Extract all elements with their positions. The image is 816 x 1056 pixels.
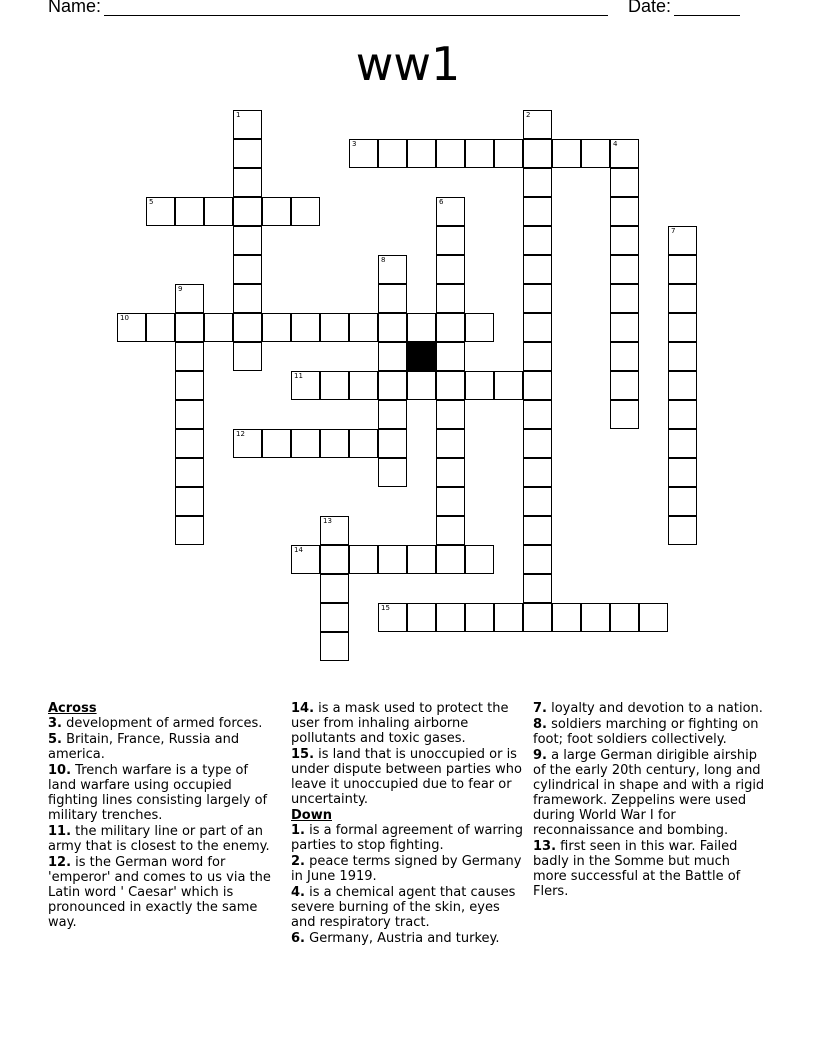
crossword-cell[interactable] — [581, 139, 610, 168]
clue-number: 13 — [323, 517, 332, 525]
crossword-cell[interactable] — [465, 313, 494, 342]
crossword-cell[interactable] — [378, 371, 407, 400]
crossword-cell[interactable] — [378, 458, 407, 487]
crossword-cell[interactable] — [523, 574, 552, 603]
crossword-cell[interactable] — [175, 400, 204, 429]
crossword-cell[interactable] — [320, 429, 349, 458]
crossword-cell[interactable] — [668, 226, 697, 255]
crossword-cell[interactable] — [523, 545, 552, 574]
clue-item — [291, 854, 523, 884]
crossword-cell[interactable] — [465, 371, 494, 400]
crossword-cell[interactable] — [436, 487, 465, 516]
date-label: Date: — [628, 0, 672, 16]
crossword-cell[interactable] — [610, 371, 639, 400]
crossword-cell[interactable] — [175, 371, 204, 400]
clue-number: 2 — [526, 111, 531, 119]
crossword-cell[interactable] — [465, 139, 494, 168]
clue-text: the military line or part of an army that is closest to the enemy. — [48, 824, 270, 854]
crossword-cell[interactable] — [291, 429, 320, 458]
crossword-cell[interactable] — [610, 313, 639, 342]
clue-number: 9 — [178, 285, 183, 293]
crossword-cell[interactable] — [378, 284, 407, 313]
crossword-cell[interactable] — [639, 603, 668, 632]
crossword-cell[interactable] — [523, 313, 552, 342]
clue-number: 6 — [439, 198, 444, 206]
clue-text: development of armed forces. — [61, 716, 263, 731]
clue-item — [533, 701, 765, 716]
clue-number: 11 — [294, 372, 303, 380]
crossword-cell[interactable] — [204, 313, 233, 342]
clue-text: loyalty and devotion to a nation. — [546, 701, 763, 716]
crossword-cell[interactable] — [610, 284, 639, 313]
crossword-cell[interactable] — [378, 139, 407, 168]
crossword-cell[interactable] — [320, 313, 349, 342]
crossword-cell[interactable] — [436, 139, 465, 168]
crossword-cell[interactable] — [523, 226, 552, 255]
clue-number-label: 12. — [48, 855, 72, 870]
clue-number: 3 — [352, 140, 357, 148]
clue-item — [533, 839, 765, 899]
crossword-cell[interactable] — [668, 429, 697, 458]
crossword-cell[interactable] — [610, 139, 639, 168]
crossword-cell[interactable] — [581, 603, 610, 632]
clue-text: is a chemical agent that causes severe burning of the skin, eyes and respiratory tract. — [291, 885, 516, 930]
crossword-cell[interactable] — [233, 313, 262, 342]
crossword-cell[interactable] — [378, 545, 407, 574]
crossword-cell[interactable] — [320, 603, 349, 632]
crossword-cell[interactable] — [320, 516, 349, 545]
crossword-cell[interactable] — [349, 313, 378, 342]
crossword-cell[interactable] — [668, 516, 697, 545]
crossword-cell[interactable] — [523, 487, 552, 516]
crossword-cell[interactable] — [407, 371, 436, 400]
clue-number: 12 — [236, 430, 245, 438]
crossword-cell[interactable] — [378, 603, 407, 632]
clue-number-label: 11. — [48, 824, 72, 839]
crossword-cell[interactable] — [610, 342, 639, 371]
clue-text: a large German dirigible airship of the early 20th century, long and cylindrical in shape and with a rigid framework. Zeppelins were used during World War I for reconnaissance and bombing. — [533, 748, 765, 838]
crossword-cell[interactable] — [436, 226, 465, 255]
crossword-cell[interactable] — [668, 284, 697, 313]
crossword-cell[interactable] — [320, 574, 349, 603]
crossword-cell[interactable] — [523, 400, 552, 429]
clues-column-2 — [291, 701, 523, 947]
clue-number: 1 — [236, 111, 241, 119]
crossword-cell[interactable] — [436, 371, 465, 400]
clue-item — [533, 717, 765, 747]
crossword-cell[interactable] — [436, 255, 465, 284]
across-clue-list — [48, 716, 280, 930]
crossword-cell[interactable] — [407, 545, 436, 574]
clue-item — [48, 824, 280, 854]
clue-text: first seen in this war. Failed badly in the Somme but much more successful at the Battle of Flers. — [533, 839, 741, 899]
crossword-cell[interactable] — [233, 429, 262, 458]
crossword-cell[interactable] — [407, 139, 436, 168]
crossword-cell[interactable] — [407, 313, 436, 342]
clue-item — [291, 747, 523, 807]
clue-number-label: 13. — [533, 839, 557, 854]
crossword-cell[interactable] — [465, 603, 494, 632]
clue-number-label: 6. — [291, 931, 305, 946]
clue-text: is land that is unoccupied or is under dispute between parties who leave it unoccupied due to fear or uncertainty. — [291, 747, 522, 807]
crossword-cell[interactable] — [291, 313, 320, 342]
crossword-cell[interactable] — [610, 603, 639, 632]
clue-text: Germany, Austria and turkey. — [304, 931, 500, 946]
crossword-cell[interactable] — [407, 603, 436, 632]
crossword-cell[interactable] — [233, 226, 262, 255]
crossword-cell[interactable] — [378, 400, 407, 429]
clue-text: is the German word for 'emperor' and comes to us via the Latin word ' Caesar' which is pronounced in exactly the same way. — [48, 855, 271, 930]
clue-number-label: 5. — [48, 732, 62, 747]
crossword-cell[interactable] — [233, 342, 262, 371]
crossword-cell[interactable] — [523, 284, 552, 313]
crossword-cell[interactable] — [523, 168, 552, 197]
crossword-cell[interactable] — [436, 284, 465, 313]
crossword-cell[interactable] — [175, 458, 204, 487]
clue-number: 8 — [381, 256, 386, 264]
crossword-cell[interactable] — [233, 255, 262, 284]
crossword-cell[interactable] — [668, 255, 697, 284]
clue-item — [48, 716, 280, 731]
crossword-cell[interactable] — [523, 603, 552, 632]
down-heading: Down — [291, 808, 332, 823]
crossword-cell[interactable] — [523, 516, 552, 545]
crossword-cell[interactable] — [610, 197, 639, 226]
crossword-cell[interactable] — [349, 139, 378, 168]
clue-text: is a mask used to protect the user from inhaling airborne pollutants and toxic gases. — [291, 701, 509, 746]
clue-item — [291, 931, 523, 946]
puzzle-title: ww1 — [355, 37, 461, 91]
crossword-cell[interactable] — [378, 429, 407, 458]
crossword-cell[interactable] — [436, 400, 465, 429]
clue-item — [291, 701, 523, 746]
crossword-cell[interactable] — [291, 545, 320, 574]
crossword-cell[interactable] — [378, 342, 407, 371]
clues-column-3 — [533, 701, 765, 900]
crossword-cell[interactable] — [552, 139, 581, 168]
crossword-cell[interactable] — [175, 342, 204, 371]
crossword-cell[interactable] — [610, 255, 639, 284]
clue-number: 7 — [671, 227, 676, 235]
crossword-cell[interactable] — [291, 371, 320, 400]
crossword-cell[interactable] — [233, 139, 262, 168]
crossword-cell[interactable] — [349, 429, 378, 458]
crossword-cell[interactable] — [523, 197, 552, 226]
crossword-cell[interactable] — [320, 371, 349, 400]
crossword-cell[interactable] — [436, 545, 465, 574]
crossword-cell[interactable] — [233, 197, 262, 226]
crossword-cell[interactable] — [262, 313, 291, 342]
crossword-cell[interactable] — [668, 371, 697, 400]
crossword-cell[interactable] — [610, 226, 639, 255]
clue-text: peace terms signed by Germany in June 1919. — [291, 854, 522, 884]
clue-item — [48, 763, 280, 823]
clue-number: 5 — [149, 198, 154, 206]
clue-number: 4 — [613, 140, 618, 148]
crossword-cell[interactable] — [262, 429, 291, 458]
crossword-cell[interactable] — [117, 313, 146, 342]
crossword-cell[interactable] — [204, 197, 233, 226]
black-cell — [407, 342, 436, 371]
crossword-cell[interactable] — [465, 545, 494, 574]
crossword-cell[interactable] — [436, 342, 465, 371]
clue-number-label: 9. — [533, 748, 547, 763]
clue-item — [533, 748, 765, 838]
crossword-cell[interactable] — [233, 110, 262, 139]
clue-number-label: 7. — [533, 701, 547, 716]
crossword-cell[interactable] — [146, 313, 175, 342]
crossword-cell[interactable] — [320, 632, 349, 661]
crossword-cell[interactable] — [436, 516, 465, 545]
clue-number-label: 8. — [533, 717, 547, 732]
crossword-cell[interactable] — [523, 342, 552, 371]
clue-number-label: 1. — [291, 823, 305, 838]
clue-number: 14 — [294, 546, 303, 554]
crossword-cell[interactable] — [175, 284, 204, 313]
crossword-cell[interactable] — [668, 458, 697, 487]
crossword-cell[interactable] — [523, 458, 552, 487]
clue-text: soldiers marching or fighting on foot; foot soldiers collectively. — [533, 717, 759, 747]
crossword-cell[interactable] — [175, 429, 204, 458]
crossword-cell[interactable] — [146, 197, 175, 226]
crossword-cell[interactable] — [436, 197, 465, 226]
clue-number-label: 15. — [291, 747, 315, 762]
crossword-cell[interactable] — [494, 603, 523, 632]
clue-number-label: 14. — [291, 701, 315, 716]
crossword-cell[interactable] — [523, 139, 552, 168]
crossword-cell[interactable] — [175, 197, 204, 226]
clue-item — [48, 732, 280, 762]
crossword-cell[interactable] — [668, 342, 697, 371]
clue-text: is a formal agreement of warring parties to stop fighting. — [291, 823, 523, 853]
across-heading: Across — [48, 701, 97, 716]
across-clue-list-continued — [291, 701, 523, 807]
crossword-cell[interactable] — [436, 313, 465, 342]
crossword-cell[interactable] — [349, 371, 378, 400]
crossword-cell[interactable] — [262, 197, 291, 226]
crossword-cell[interactable] — [668, 400, 697, 429]
clue-text: Trench warfare is a type of land warfare using occupied fighting lines consisting largely of military trenches. — [48, 763, 268, 823]
crossword-cell[interactable] — [523, 429, 552, 458]
crossword-cell[interactable] — [494, 371, 523, 400]
crossword-cell[interactable] — [552, 603, 581, 632]
crossword-cell[interactable] — [523, 110, 552, 139]
crossword-cell[interactable] — [349, 545, 378, 574]
crossword-cell[interactable] — [378, 255, 407, 284]
clue-number: 15 — [381, 604, 390, 612]
crossword-cell[interactable] — [610, 168, 639, 197]
crossword-cell[interactable] — [233, 284, 262, 313]
crossword-cell[interactable] — [436, 603, 465, 632]
clue-item — [291, 823, 523, 853]
crossword-cell[interactable] — [291, 197, 320, 226]
clue-number-label: 3. — [48, 716, 62, 731]
crossword-cell[interactable] — [175, 516, 204, 545]
crossword-cell[interactable] — [523, 255, 552, 284]
crossword-cell[interactable] — [494, 139, 523, 168]
crossword-cell[interactable] — [378, 313, 407, 342]
down-clue-list-continued — [533, 701, 765, 899]
clue-text: Britain, France, Russia and america. — [48, 732, 240, 762]
clue-number: 10 — [120, 314, 129, 322]
clue-number-label: 4. — [291, 885, 305, 900]
clue-item — [48, 855, 280, 930]
crossword-cell[interactable] — [668, 313, 697, 342]
crossword-cell[interactable] — [233, 168, 262, 197]
clue-number-label: 2. — [291, 854, 305, 869]
crossword-cell[interactable] — [610, 400, 639, 429]
down-clue-list — [291, 823, 523, 946]
crossword-cell[interactable] — [436, 429, 465, 458]
crossword-cell[interactable] — [320, 545, 349, 574]
clue-item — [291, 885, 523, 930]
crossword-cell[interactable] — [175, 487, 204, 516]
crossword-cell[interactable] — [668, 487, 697, 516]
clues-column-1 — [48, 701, 280, 931]
crossword-cell[interactable] — [436, 458, 465, 487]
name-label: Name: — [48, 0, 102, 16]
crossword-cell[interactable] — [523, 371, 552, 400]
crossword-cell[interactable] — [175, 313, 204, 342]
clue-number-label: 10. — [48, 763, 72, 778]
